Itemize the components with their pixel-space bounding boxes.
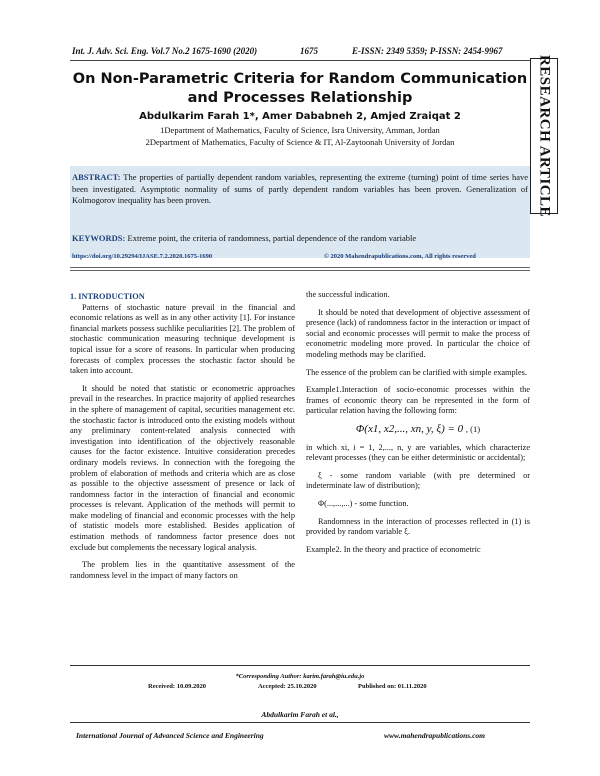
paragraph: The problem lies in the quantitative assessment of the randomness level in the impact of many factors on — [70, 560, 295, 580]
left-column — [70, 292, 295, 588]
footer-rule — [70, 722, 530, 723]
corresponding-author: *Corresponding Author: karim.farah@iu.edu.jo — [235, 673, 365, 680]
footer-rule — [70, 665, 530, 666]
equation-body: Φ(x1, x2,..., xn, y, ξ) = 0 — [355, 422, 464, 435]
accepted-date: Accepted: 25.10.2020 — [258, 683, 317, 690]
copyright: © 2020 Mahendrapublications.com, All rights reserved — [324, 253, 476, 260]
paragraph: Φ(...,...,...) - some function. — [318, 498, 409, 508]
published-date: Published on: 01.11.2020 — [358, 683, 427, 690]
affiliation-1: 1Department of Mathematics, Faculty of Science, Isra University, Amman, Jordan — [160, 125, 440, 135]
header-rule — [70, 60, 530, 61]
paragraph: The essence of the problem can be clarified with simple examples. — [306, 367, 527, 377]
page-number: 1675 — [300, 46, 318, 56]
abstract-text: The properties of partially dependent random variables, representing the extreme (turning) point of time series have been investigated. Asymptotic normality of sums of partly dependent random variables has been proven. Generalization of Kolmogorov inequality has been proven. — [72, 172, 528, 205]
website-link[interactable]: www.mahendrapublications.com — [384, 731, 485, 740]
section-heading: 1. INTRODUCTION — [70, 292, 145, 301]
paper-title: On Non-Parametric Criteria for Random Communication and Processes Relationship — [72, 71, 528, 106]
affiliation-2: 2Department of Mathematics, Faculty of Science & IT, Al-Zaytoonah University of Jordan — [145, 137, 455, 147]
paragraph: ξ - some random variable (with pre determined or indeterminate law of distribution); — [306, 470, 530, 491]
paragraph: It should be noted that statistic or econometric approaches prevail in the researches. In practice majority of applied researches in the sphere of management of capital, securities management etc. the stochastic factor is introduced onto the existing models without any preliminary content-related analysis connected with investigation into identification of the objectively reasonable causes for the factor existence. Intuitive consideration precedes ordinary models reviews. In connection with the foregoing the problem of elaboration of methods and criteria which are as close as possible to the objective assessment of presence or lack of randomness factor in the interaction of financial and economic processes is relevant. Application of the methods will permit to make modeling of financial and economic processes with the help of statistic models more established. Besides application of estimation methods of randomness factor presence does not exclude but complements the necessary logical analysis. — [70, 383, 295, 552]
equation-number: , (1) — [465, 423, 481, 434]
abstract-label: ABSTRACT: — [72, 172, 121, 182]
article-type-label: RESEARCH ARTICLE — [536, 54, 553, 218]
paragraph: It should be noted that development of objective assessment of presence (lack) of randomness factor in the interaction or impact of social and economic processes will permit to make the process of econometric modeling more proved. In particular the choice of modeling methods may be clarified. — [306, 307, 530, 359]
author-list: Abdulkarim Farah 1*, Amer Dababneh 2, Amjed Zraiqat 2 — [139, 111, 461, 122]
journal-citation: Int. J. Adv. Sci. Eng. Vol.7 No.2 1675-1690 (2020) — [72, 46, 258, 56]
running-author: Abdulkarim Farah et al., — [261, 710, 339, 719]
keywords-label: KEYWORDS: — [72, 233, 126, 243]
keywords — [72, 233, 528, 243]
equation-1 — [306, 424, 530, 435]
keywords-text: Extreme point, the criteria of randomness, partial dependence of the random variable — [127, 233, 417, 243]
section-rule — [70, 270, 530, 271]
paragraph: Patterns of stochastic nature prevail in the financial and economic relations as well as in any other activity [1]. For instance financial markets possess suchlike peculiarities [2]. The problem of stochastic communication measuring technique development is topical issue for a score of reasons. In particular when producing forecasts of complex processes the stochastic factor should be taken into account. — [70, 302, 295, 376]
paragraph: the successful indication. — [306, 290, 390, 299]
paragraph: Example2. In the theory and practice of econometric — [306, 544, 481, 554]
right-column — [306, 290, 530, 562]
doi-link[interactable]: https://doi.org/10.29294/IJASE.7.2.2020.1675-1690 — [72, 253, 213, 260]
paragraph: Example1.Interaction of socio-economic processes within the frames of economic theory can be represented in the form of particular relation having the following form: — [306, 385, 530, 416]
article-type-tab — [530, 54, 558, 218]
received-date: Received: 10.09.2020 — [148, 683, 206, 690]
abstract — [72, 172, 528, 207]
section-rule — [70, 267, 530, 268]
paragraph: in which xi, i = 1, 2,..., n, y are variables, which characterize relevant processes (they can be either deterministic or accidental); — [306, 442, 530, 463]
journal-name: International Journal of Advanced Science and Engineering — [76, 731, 264, 740]
paragraph: Randomness in the interaction of processes reflected in (1) is provided by random variable ξ. — [306, 516, 530, 537]
issn: E-ISSN: 2349 5359; P-ISSN: 2454-9967 — [352, 46, 503, 56]
